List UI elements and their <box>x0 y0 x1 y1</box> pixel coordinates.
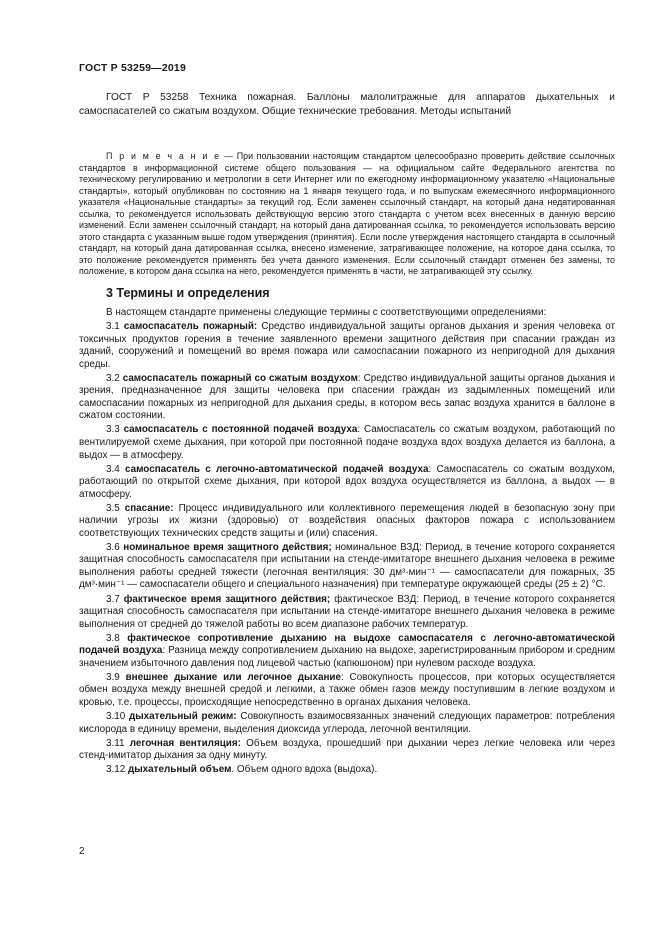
term-number: 3.12 <box>106 764 126 776</box>
term-text: : Самоспасатель со сжатым воздухом, работающий по открытой схеме дыхания, при которой вдох воздуха осуществляется из баллона, а выдох — в атмосферу. <box>79 463 615 500</box>
term-definition <box>79 321 615 371</box>
term-definition <box>79 764 615 777</box>
term-name: внешнее дыхание или легочное дыхание <box>125 671 341 683</box>
note-text: — При пользовании настоящим стандартом целесообразно проверить действие ссылочных стандартов в информационной системе общего пользования — на официальном сайте Федерального агентства по техническому регулированию и метрологии в сети Интернет или по ежегодному информационному указателю «Национальные стандарты», который опубликован по состоянию на 1 января текущего года, и по выпускам ежемесячного информационного указателя «Национальные стандарты» за текущий год. Если заменен ссылочный стандарт, на который дана недатированная ссылка, то рекомендуется использовать действующую версию этого стандарта с учетом всех внесенных в данную версию изменений. Если заменен ссылочный стандарт, на который дана датированная ссылка, то рекомендуется использовать версию этого стандарта с указанным выше годом утверждения (принятия). Если после утверждения настоящего стандарта в ссылочный стандарт, на который дана датированная ссылка, внесено изменение, затрагивающее положение, на которое дана ссылка, то это положение рекомендуется применять без учета данного изменения. Если ссылочный стандарт отменен без замены, то положение, в котором дана ссылка на него, рекомендуется применять в части, не затрагивающей эту ссылку. <box>79 151 615 276</box>
term-definition <box>79 424 615 462</box>
reference-text: ГОСТ Р 53258 Техника пожарная. Баллоны малолитражные для аппаратов дыхательных и самоспасателей со сжатым воздухом. Общие технические требования. Методы испытаний <box>79 92 615 117</box>
term-name: самоспасатель с легочно-автоматической подачей воздуха <box>125 463 429 475</box>
term-number: 3.5 <box>106 502 120 514</box>
term-number: 3.1 <box>106 321 120 333</box>
term-number: 3.9 <box>106 671 120 683</box>
section-title: 3 Термины и определения <box>106 286 270 300</box>
term-name: дыхательный объем <box>127 764 232 776</box>
standard-header: ГОСТ Р 53259—2019 <box>79 62 187 74</box>
term-text: Совокупность взаимосвязанных значений следующих параметров: потребления кислорода в единицу времени, выделения диоксида углерода, легочной вентиляции. <box>79 710 615 735</box>
term-name: фактическое сопротивление дыханию на выдохе самоспасателя с легочно-автоматической подачей воздуха <box>79 632 615 657</box>
term-definition <box>79 594 615 632</box>
page-number: 2 <box>79 846 85 857</box>
normative-reference <box>79 91 615 118</box>
term-definition <box>79 633 615 671</box>
term-number: 3.4 <box>106 463 120 475</box>
term-number: 3.7 <box>106 593 120 605</box>
term-name: легочная вентиляция: <box>129 737 241 749</box>
term-definition <box>79 373 615 423</box>
term-definition <box>79 542 615 592</box>
note-label: П р и м е ч а н и е <box>106 151 221 161</box>
term-definition <box>79 464 615 502</box>
term-name: номинальное время защитного действия; <box>123 541 332 553</box>
term-number: 3.10 <box>106 710 126 722</box>
term-text: номинальное ВЗД: Период, в течение которого сохраняется защитная способность самоспасателя при испытании на стенде-имитаторе внешнего дыхания человека в режиме выполнения работы средней тяжести (легочная вентиляция: 30 дм³·мин⁻¹ — самоспасатели для пожарных, 35 дм³·мин⁻¹ — самоспасатели общего и специального назначения) при температуре окружающей среды (25 ± 2) °С. <box>79 541 615 591</box>
term-definition <box>79 711 615 736</box>
term-name: фактическое время защитного действия; <box>123 593 331 605</box>
terms-body <box>79 307 615 777</box>
term-text: Средство индивидуальной защиты органов дыхания и зрения человека от токсичных продуктов горения в течение заявленного времени защитного действия при спасании граждан из зданий, сооружений и помещений во время пожара или самоспасании пожарного из непригодной для дыхания среды. <box>79 321 616 370</box>
term-text: Объем воздуха, прошедший при дыхании через легкие человека или через стенд-имитатор дыхания за одну минуту. <box>79 737 615 762</box>
term-name: самоспасатель пожарный: <box>123 321 258 333</box>
term-number: 3.6 <box>106 541 120 553</box>
term-name: спасание: <box>124 502 174 514</box>
term-text: : Средство индивидуальной защиты органов дыхания и зрения, предназначенное для защиты человека при спасении граждан из задымленных помещений или самоспасании пожарных из непригодной для дыхания среды, в котором весь запас воздуха хранится в баллоне в сжатом состоянии. <box>79 372 615 422</box>
section-intro: В настоящем стандарте применены следующие термины с соответствующими определениями: <box>106 307 547 318</box>
term-text: фактическое ВЗД: Период, в течение которого сохраняется защитная способность самоспасателя при испытании на стенде-имитаторе внешнего дыхания человека в режиме выполнения от средней до тяжелой работы во всем диапазоне рабочих температур. <box>79 593 616 630</box>
term-definition <box>79 738 615 763</box>
term-number: 3.11 <box>106 737 125 749</box>
term-definition <box>79 672 615 710</box>
term-number: 3.8 <box>106 632 120 644</box>
term-number: 3.3 <box>106 424 120 436</box>
term-text: . Объем одного вдоха (выдоха). <box>231 764 378 776</box>
note-paragraph <box>79 151 615 278</box>
term-text: : Самоспасатель со сжатым воздухом, работающий по вентилируемой схеме дыхания, при которой при постоянной подаче воздуха вдох воздуха делается из баллона, а выдох — в атмосферу. <box>79 424 616 461</box>
term-name: самоспасатель с постоянной подачей воздуха <box>123 424 358 436</box>
term-number: 3.2 <box>106 372 120 384</box>
term-text: : Совокупность процессов, при которых осуществляется обмен воздуха между внешней средой и легкими, а также обмен газов между поступившим в легкие воздухом и кровью, т.е. процессы, происходящие непосредственно в органах дыхания человека. <box>79 671 615 708</box>
terms-list <box>79 320 615 777</box>
term-definition <box>79 503 615 541</box>
term-text: : Разница между сопротивлением дыханию на выдохе, зарегистрированным прибором и средним значением избыточного давления под лицевой частью (капюшоном) при нулевом расходе воздуха. <box>79 645 616 669</box>
term-name: дыхательный режим: <box>128 710 237 722</box>
term-text: Процесс индивидуального или коллективного перемещения людей в безопасную зону при наличии угрозы их жизни (здоровью) от воздействия опасных факторов пожара с использованием соответствующих технических средств защиты и (или) спасения. <box>79 502 616 539</box>
term-name: самоспасатель пожарный со сжатым воздухом <box>122 372 358 384</box>
